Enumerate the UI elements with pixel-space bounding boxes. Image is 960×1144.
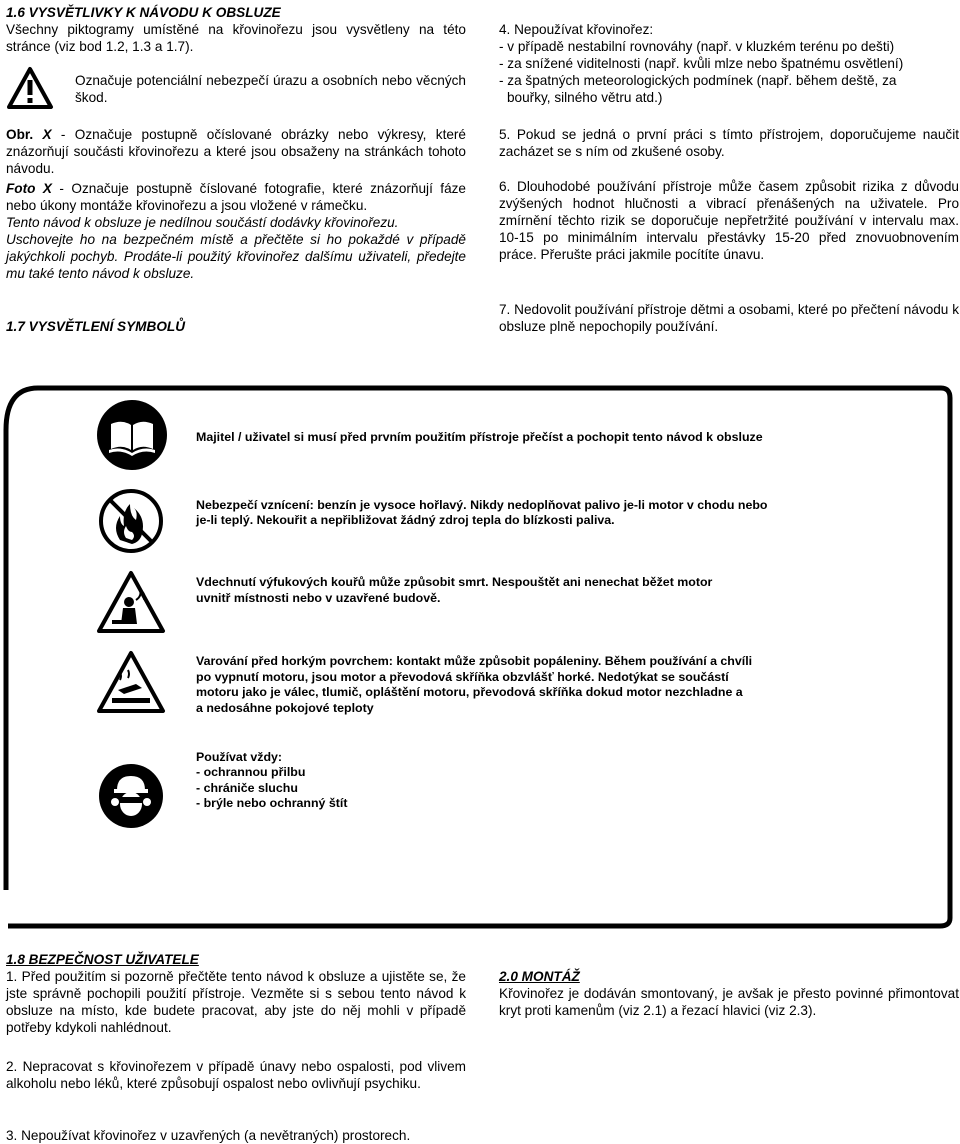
section-heading-1-8: [6, 951, 199, 968]
assembly-text: Křovinořez je dodáván smontovaný, je avšak je přesto povinné přimontovat kryt proti kamenům (viz 2.1) a řezací hlavici (viz 2.3).: [499, 986, 959, 1018]
obr-text: - Označuje postupně očíslované obrázky nebo výkresy, které znázorňují součásti křovinořezu a které jsou obsaženy na stránkách tohoto návodu.: [6, 127, 466, 176]
symbol-4-line-2: po vypnutí motoru, jsou motor a převodová skříňka obzvlášť horké. Nedotýkat se součástí: [196, 670, 729, 684]
warning-explanation: Označuje potenciální nebezpečí úrazu a osobních nebo věcných škod.: [75, 73, 466, 105]
symbol-2-line-1: Nebezpečí vznícení: benzín je vysoce hořlavý. Nikdy nedoplňovat palivo je-li motor v chodu nebo: [196, 498, 768, 512]
symbol-3-line-1: Vdechnutí výfukových kouřů může způsobit smrt. Nespouštět ani nenechat běžet motor: [196, 575, 713, 589]
symbol-1-text: Majitel / uživatel si musí před prvním použitím přístroje přečíst a pochopit tento návod k obsluze: [196, 430, 763, 444]
section-heading-1-8-text: 1.8 BEZPEČNOST UŽIVATELE: [6, 952, 199, 967]
section-heading-2-0-text: 2.0 MONTÁŽ: [499, 969, 580, 984]
symbol-5-line-2: - ochrannou přilbu: [196, 765, 306, 779]
symbol-5-line-4: - brýle nebo ochranný štít: [196, 796, 348, 810]
item-5: 5. Pokud se jedná o první práci s tímto přístrojem, doporučujeme naučit zacházet se s ním od zkušené osoby.: [499, 127, 959, 159]
safety-item-2: 2. Nepracovat s křovinořezem v případě únavy nebo ospalosti, pod vlivem alkoholu nebo léků, které způsobují ospalost nebo ovlivňují psychiku.: [6, 1059, 466, 1091]
obr-label: Obr.: [6, 127, 34, 142]
protective-gear-icon: [97, 762, 165, 830]
item-4-line-2: - za snížené viditelnosti (např. kvůli mlze nebo špatnému osvětlení): [499, 56, 904, 71]
warning-triangle-icon: [6, 66, 54, 110]
section-heading-1-7: 1.7 VYSVĚTLENÍ SYMBOLŮ: [6, 319, 186, 334]
symbol-3-line-2: uvnitř místnosti nebo v uzavřené budově.: [196, 591, 441, 605]
symbol-2-line-2: je-li teplý. Nekouřit a nepřibližovat žádný zdroj tepla do blízkosti paliva.: [196, 513, 615, 527]
italic-note-2: Uschovejte ho na bezpečném místě a přečtěte si ho pokaždé v případě jakýchkoli pochyb. Prodáte-li použitý křovinořez dalšímu uživateli, předejte mu také tento návod k obsluze.: [6, 232, 466, 281]
fire-hazard-icon: [98, 488, 164, 554]
symbol-4-line-3: motoru jako je válec, tlumič, opláštění motoru, převodová skříňka dokud motor nezchladne a: [196, 685, 743, 699]
hot-surface-icon: [96, 650, 166, 714]
item-4-line-1: - v případě nestabilní rovnováhy (např. v kluzkém terénu po dešti): [499, 39, 895, 54]
obr-paragraph: [6, 126, 466, 177]
symbol-4-line-1: Varování před horkým povrchem: kontakt může způsobit popáleniny. Během používání a chvíli: [196, 654, 753, 668]
foto-text: - Označuje postupně číslované fotografie, které znázorňují fáze nebo úkony montáže křovinořezu a jsou vložené v rámečku.: [6, 181, 466, 213]
symbol-4-line-4: a nedosáhne pokojové teploty: [196, 701, 374, 715]
toxic-fumes-icon: [96, 570, 166, 634]
foto-label: Foto X: [6, 181, 52, 196]
item-7: 7. Nedovolit používání přístroje dětmi a osobami, které po přečtení návodu k obsluze plně nepochopily používání.: [499, 302, 959, 334]
item-4-line-3: - za špatných meteorologických podmínek (např. během deště, za: [499, 73, 897, 88]
italic-note-1: Tento návod k obsluze je nedílnou součástí dodávky křovinořezu.: [6, 215, 399, 230]
intro-paragraph: Všechny piktogramy umístěné na křovinořezu jsou vysvětleny na této stránce (viz bod 1.2, 1.3 a 1.7).: [6, 22, 466, 54]
item-4-line-4: bouřky, silného větru atd.): [507, 90, 663, 105]
obr-x: X: [42, 127, 52, 142]
safety-item-3: 3. Nepoužívat křovinořez v uzavřených (a nevětraných) prostorech.: [6, 1128, 411, 1143]
foto-paragraph: [6, 180, 466, 214]
section-heading-2-0: [499, 968, 580, 985]
symbol-5-line-3: - chrániče sluchu: [196, 781, 298, 795]
read-manual-icon: [95, 398, 169, 472]
item-6: 6. Dlouhodobé používání přístroje může časem způsobit rizika z důvodu zvýšených hodnot hlučnosti a vibrací přenášených na uživatele. Pro zmírnění těchto rizik se doporučuje nepřetržité používání v intervalu max. 10-15 po minimálním intervalu přestávky 15-20 před znovuobnovením práce. Přerušte práci jakmile pocítíte únavu.: [499, 179, 959, 262]
symbol-5-line-1: Používat vždy:: [196, 750, 283, 764]
item-4-title: 4. Nepoužívat křovinořez:: [499, 22, 654, 37]
safety-item-1: 1. Před použitím si pozorně přečtěte tento návod k obsluze a ujistěte se, že jste správně pochopili použití přístroje. Vezměte si s sebou tento návod k obsluze na místo, kde budete pracovat, aby jste do něj mohli v případě potřeby kdykoli nahlédnout.: [6, 969, 466, 1035]
section-heading-1-6: 1.6 VYSVĚTLIVKY K NÁVODU K OBSLUZE: [6, 5, 281, 20]
